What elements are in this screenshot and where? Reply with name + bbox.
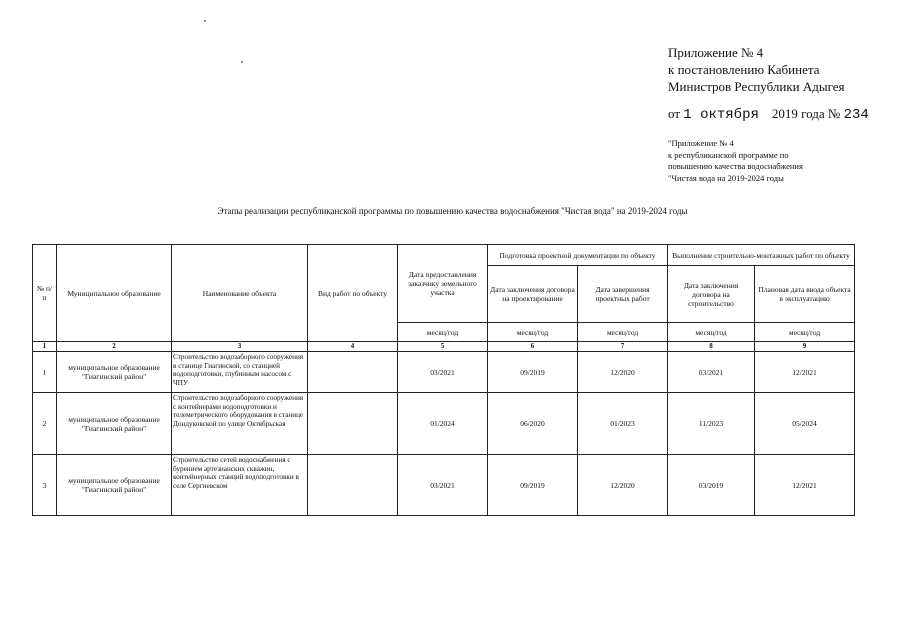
column-number: 8 [668, 342, 755, 352]
sub-annex [668, 138, 803, 184]
row-design-contract: 09/2019 [488, 455, 578, 516]
column-number: 4 [308, 342, 398, 352]
sub-annex-line: "Чистая вода на 2019-2024 годы [668, 172, 784, 183]
row-municipality: муниципальное образование "Гиагинский район" [57, 455, 172, 516]
row-municipality: муниципальное образование "Гиагинский район" [57, 393, 172, 455]
row-construction-contract: 11/2023 [668, 393, 755, 455]
header-construction-contract: Дата заключения договора на строительство [668, 266, 755, 323]
table-row [33, 455, 855, 516]
annex-line: Министров Республики Адыгея [668, 79, 845, 94]
sub-annex-line: "Приложение № 4 [668, 138, 734, 148]
row-object-name: Строительство водозаборного сооружения в станице Гиагинской, со станцией водоподготовки, глубинным насосом с ЧПУ [172, 352, 308, 393]
row-design-end: 01/2023 [578, 393, 668, 455]
row-design-contract: 06/2020 [488, 393, 578, 455]
column-number-row [33, 342, 855, 352]
row-municipality: муниципальное образование "Гиагинский район" [57, 352, 172, 393]
sub-annex-line: повышению качества водоснабжения [668, 161, 803, 171]
row-land-date: 01/2024 [398, 393, 488, 455]
row-commission: 05/2024 [755, 393, 855, 455]
order-year: 2019 года № [771, 106, 841, 121]
header-construction-group: Выполнение строительно-монтажных работ по объекту [668, 245, 855, 266]
stages-table [32, 244, 855, 516]
row-work-type [308, 455, 398, 516]
column-number: 9 [755, 342, 855, 352]
table-row [33, 352, 855, 393]
annex-header [668, 44, 845, 95]
header-num: № п/п [33, 245, 57, 342]
row-construction-contract: 03/2019 [668, 455, 755, 516]
annex-line: к постановлению Кабинета [668, 62, 820, 77]
document-title: Этапы реализации республиканской программы по повышению качества водоснабжения "Чистая вода" на 2019-2024 годы [217, 206, 688, 216]
header-work-type: Вид работ по объекту [308, 245, 398, 342]
scan-speck [204, 20, 206, 22]
row-commission: 12/2021 [755, 455, 855, 516]
header-row [33, 245, 855, 266]
order-number: 234 [843, 107, 869, 123]
scan-speck [241, 61, 243, 63]
sub-annex-line: к республиканской программе по [668, 149, 789, 160]
row-work-type [308, 393, 398, 455]
row-num: 2 [33, 393, 57, 455]
row-land-date: 03/2021 [398, 352, 488, 393]
unit-cell: месяц/год [578, 323, 668, 342]
unit-cell: месяц/год [488, 323, 578, 342]
annex-line: Приложение № 4 [668, 45, 764, 60]
row-land-date: 03/2021 [398, 455, 488, 516]
header-design-group: Подготовка проектной документации по объекту [488, 245, 668, 266]
header-municipality: Муниципальное образование [57, 245, 172, 342]
row-design-end: 12/2020 [578, 455, 668, 516]
header-object-name: Наименование объекта [172, 245, 308, 342]
unit-cell: месяц/год [755, 323, 855, 342]
row-object-name: Строительство сетей водоснабжения с бурением артезианских скважин, контейнерных станций водоподготовки в селе Сергиевском [172, 455, 308, 516]
header-design-contract: Дата заключения договора на проектирование [488, 266, 578, 323]
column-number: 3 [172, 342, 308, 352]
row-object-name: Строительство водозаборного сооружения с контейнерами водоподготовки и телеметрического оборудования в станице Дондуковской по улице Октябрьская [172, 393, 308, 455]
column-number: 1 [33, 342, 57, 352]
column-number: 6 [488, 342, 578, 352]
row-num: 3 [33, 455, 57, 516]
row-commission: 12/2021 [755, 352, 855, 393]
row-construction-contract: 03/2021 [668, 352, 755, 393]
order-line [668, 106, 869, 123]
row-design-contract: 09/2019 [488, 352, 578, 393]
column-number: 7 [578, 342, 668, 352]
row-work-type [308, 352, 398, 393]
header-design-end: Дата завершения проектных работ [578, 266, 668, 323]
column-number: 5 [398, 342, 488, 352]
unit-cell: месяц/год [668, 323, 755, 342]
row-design-end: 12/2020 [578, 352, 668, 393]
header-land-date: Дата предоставления заказчику земельного участка [398, 245, 488, 323]
row-num: 1 [33, 352, 57, 393]
header-commission: Плановая дата ввода объекта в эксплуатацию [755, 266, 855, 323]
order-date: 1 октября [683, 107, 759, 123]
order-prefix: от [668, 106, 681, 121]
unit-cell: месяц/год [398, 323, 488, 342]
table-row [33, 393, 855, 455]
column-number: 2 [57, 342, 172, 352]
